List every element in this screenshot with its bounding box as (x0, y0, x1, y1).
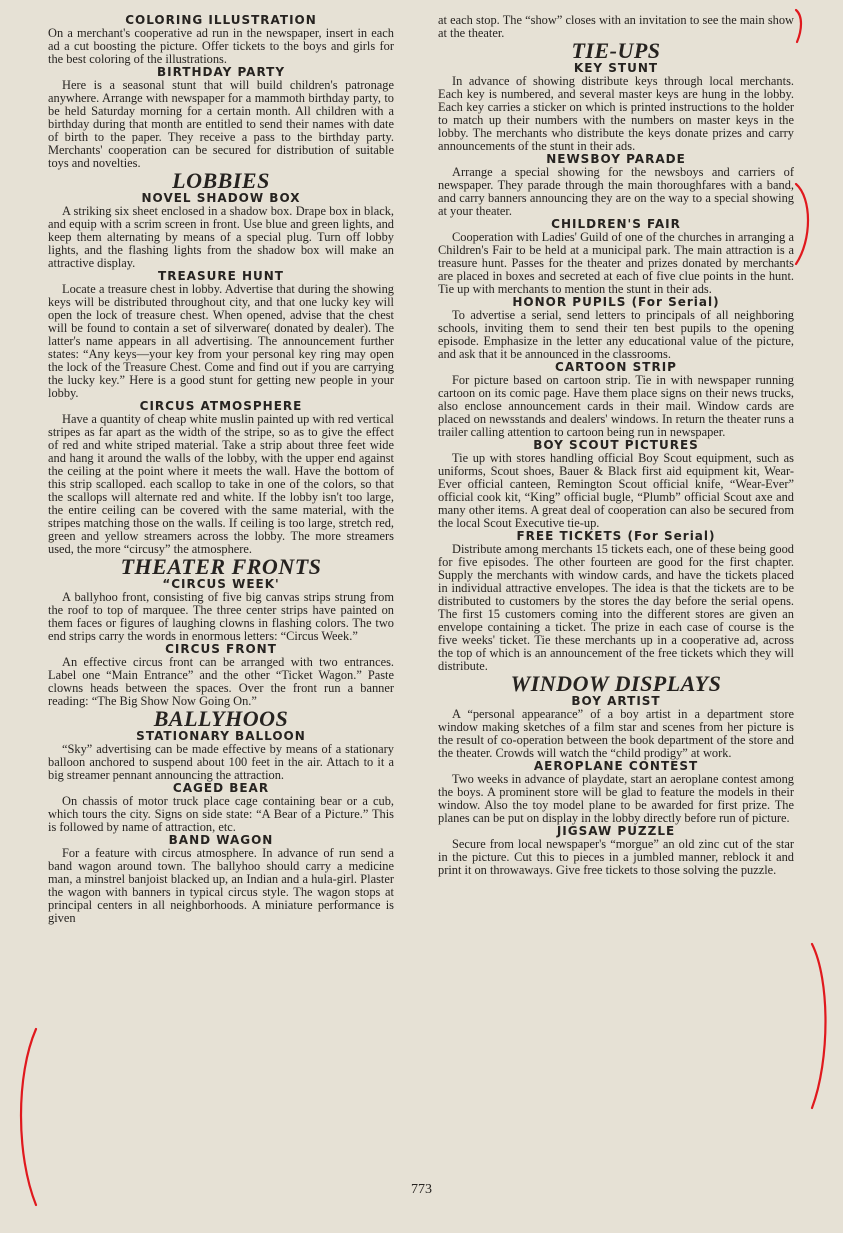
paragraph: Secure from local newspaper's “morgue” an old zinc cut of the star in the picture. Cut this to pieces in a jumbled manner, reblock it and print it on throwaways. Give free tickets to those solving the puzzle. (438, 837, 794, 877)
subheading-treasure-hunt: TREASURE HUNT (158, 269, 284, 283)
paragraph: On a merchant's cooperative ad run in the newspaper, insert in each ad a cut boosting the picture. Offer tickets to the boys and girls for the best coloring of the illustrations. (48, 26, 394, 66)
page-number: 773 (411, 1182, 432, 1197)
subheading-honor-pupils-for-serial: HONOR PUPILS (For Serial) (512, 295, 720, 309)
paragraph: Two weeks in advance of playdate, start an aeroplane contest among the boys. A prominent store will be glad to feature the models in their window. Also the toy model plane to be awarded for first prize. The planes can be put on display in the lobby directly before run of picture. (438, 772, 794, 825)
paragraph: In advance of showing distribute keys through local merchants. Each key is numbered, and several master keys are hung in the lobby. Each key carries a sticker on which is printed instructions to the holder to match up their numbers with the numbers on master keys in the lobby. The merchants who distribute the keys donate prizes and carry announcements of the stunt in their ads. (438, 74, 794, 153)
paragraph: On chassis of motor truck place cage containing bear or a cub, which tours the city. Signs on side state: “A Bear of a Picture.” This is followed by name of attraction, etc. (48, 794, 394, 834)
margin-mark-newsboy-parade (790, 180, 820, 270)
paragraph: Tie up with stores handling official Boy Scout equipment, such as uniforms, Scout shoes, Bauer & Black first aid equipment kit, Wear-Ever official canteen, Remington Scout official knife, “Wear-Ever” official cook kit, “King” official bugle, “Plumb” official Scout axe and many other items. A great deal of cooperation can also be secured from the local Scout Executive tie-up. (438, 451, 794, 530)
margin-mark-window-displays (806, 940, 836, 1115)
section-heading-ballyhoos: BALLYHOOS (153, 706, 289, 731)
paragraph: For picture based on cartoon strip. Tie in with newspaper running cartoon on its comic page. Have them place signs on their news trucks, also enclose announcement cards in their mail. Window cards are placed on newsstands and dealers' windows. In return the theater runs a trailer calling attention to cartoon being run in newspaper. (438, 373, 794, 439)
section-heading-lobbies: LOBBIES (172, 168, 270, 193)
subheading-jigsaw-puzzle: JIGSAW PUZZLE (556, 824, 676, 838)
paragraph: A striking six sheet enclosed in a shadow box. Drape box in black, and equip with a scrim screen in front. Use blue and green lights, and keep them alternating by means of a special plug. Turn off lobby lights, and the flashing lights from the shadow box will make an attractive display. (48, 204, 394, 270)
paragraph: Arrange a special showing for the newsboys and carriers of newspaper. They parade through the main thoroughfares with a band, and carry banners announcing they are on the way to a special showing at your theater. (438, 165, 794, 218)
subheading-aeroplane-contest: AEROPLANE CONTEST (533, 759, 699, 773)
paragraph: To advertise a serial, send letters to principals of all neighboring schools, inviting them to send their ten best pupils to the opening episode. Emphasize in the letter any educational value of the picture, and ask that it be announced in the classrooms. (438, 308, 794, 361)
subheading-boy-scout-pictures: BOY SCOUT PICTURES (533, 438, 699, 452)
subheading-stationary-balloon: STATIONARY BALLOON (136, 729, 306, 743)
right-column (438, 14, 794, 877)
section-heading-window-displays: WINDOW DISPLAYS (510, 671, 722, 696)
paragraph: Have a quantity of cheap white muslin painted up with red vertical stripes as far apart as the width of the stripe, so as to give the effect of red and white striped material. Take a strip about three feet wide and hang it around the walls of the lobby, with the upper end against the ceiling at the point where it meets the wall. Have the bottom of this strip scalloped. each scallop to take in one of the colors, so that the scallops will alternate red and white. If the lobby isn't too large, the entire ceiling can be covered with the same material, with the stripes matching those on the walls. If ceiling is too large, stretch red, green and yellow streamers across the lobby. The more streamers used, the more “circusy” the atmosphere. (48, 412, 394, 556)
paragraph: For a feature with circus atmosphere. In advance of run send a band wagon around town. The ballyhoo should carry a medicine man, a minstrel banjoist blacked up, an Indian and a hula-girl. Plaster the wagon with banners in typical circus style. The wagon stops at principal centers in all neighborhoods. A miniature performance is given (48, 846, 394, 925)
subheading-children-s-fair: CHILDREN'S FAIR (551, 217, 681, 231)
margin-mark-top-right (790, 6, 810, 46)
paragraph: “Sky” advertising can be made effective by means of a stationary balloon anchored to suspend about 100 feet in the air. Attach to it a big streamer pennant announcing the attraction. (48, 742, 394, 782)
section-heading-theater-fronts: THEATER FRONTS (120, 554, 322, 579)
paragraph: A ballyhoo front, consisting of five big canvas strips strung from the roof to top of marquee. The three center strips have painted on them faces or figures of laughing clowns in flashing colors. The two end strips carry the words in enormous letters: “Circus Week.” (48, 590, 394, 643)
subheading-caged-bear: CAGED BEAR (172, 781, 270, 795)
paragraph: Locate a treasure chest in lobby. Advertise that during the showing keys will be distributed throughout city, and that one lucky key will open the lock of treasure chest. When opened, advise that the chest will be found to contain a set of silverware( donated by dealer). The latter's name appears in all advertising. The announcement further states: “Any keys—your key from your personal key ring may open the lock of the Treasure Chest. Come and find out if you are carrying the lucky key.” Here is a good stunt for getting new people in your lobby. (48, 282, 394, 400)
subheading-key-stunt: KEY STUNT (573, 61, 659, 75)
section-heading-tie-ups: TIE-UPS (571, 38, 661, 63)
paragraph: at each stop. The “show” closes with an invitation to see the main show at the theater. (438, 13, 794, 40)
subheading-circus-front: CIRCUS FRONT (165, 642, 277, 656)
subheading-cartoon-strip: CARTOON STRIP (555, 360, 677, 374)
left-column (48, 14, 394, 925)
subheading-boy-artist: BOY ARTIST (571, 694, 661, 708)
subheading-circus-atmosphere: CIRCUS ATMOSPHERE (139, 399, 303, 413)
subheading-free-tickets-for-serial: FREE TICKETS (For Serial) (516, 529, 716, 543)
paragraph: Here is a seasonal stunt that will build children's patronage anywhere. Arrange with newspaper for a mammoth birthday party, to be held Saturday morning for a certain month. All children with a birthday during that month are entitled to send their names with date of birth to the paper. They receive a pass to the birthday party. Merchants' cooperation can be secured for distribution of suitable toys and novelties. (48, 78, 394, 170)
subheading-band-wagon: BAND WAGON (168, 833, 274, 847)
subheading-novel-shadow-box: NOVEL SHADOW BOX (141, 191, 301, 205)
subheading-newsboy-parade: NEWSBOY PARADE (546, 152, 686, 166)
paragraph: An effective circus front can be arranged with two entrances. Label one “Main Entrance” and the other “Ticket Wagon.” Paste clowns heads between the spaces. Over the front run a banner reading: “The Big Show Now Going On.” (48, 655, 394, 708)
subheading-coloring-illustration: COLORING ILLUSTRATION (125, 13, 317, 27)
paragraph: A “personal appearance” of a boy artist in a department store window making sketches of a film star and scenes from her picture is the result of co-operation between the book department of the store and the theater. Crowds will watch the “child prodigy” at work. (438, 707, 794, 760)
subheading-birthday-party: BIRTHDAY PARTY (156, 65, 286, 79)
margin-mark-ballyhoos (14, 1025, 44, 1210)
subheading-circus-week: “CIRCUS WEEK' (162, 577, 280, 591)
paragraph: Cooperation with Ladies' Guild of one of the churches in arranging a Children's Fair to be held at a municipal park. The main attraction is a treasure hunt. Passes for the theater and prizes donated by merchants are placed in boxes and secreted at each of five clue points in the hunt. Tie up with merchants to mention the stunt in their ads. (438, 230, 794, 296)
paragraph: Distribute among merchants 15 tickets each, one of these being good for five episodes. The other fourteen are good for the first chapter. Supply the merchants with window cards, and have the tickets placed in individual attractive envelopes. The idea is that the tickets are to be distributed to customers by the stores the day before the serial opens. The first 15 customers coming into the different stores are given an envelope containing a ticket. The prize in each case of course is the five weeks' ticket. Tie these merchants up in a cooperative ad, across the top of which is an announcement of the free tickets which they will distribute. (438, 542, 794, 673)
